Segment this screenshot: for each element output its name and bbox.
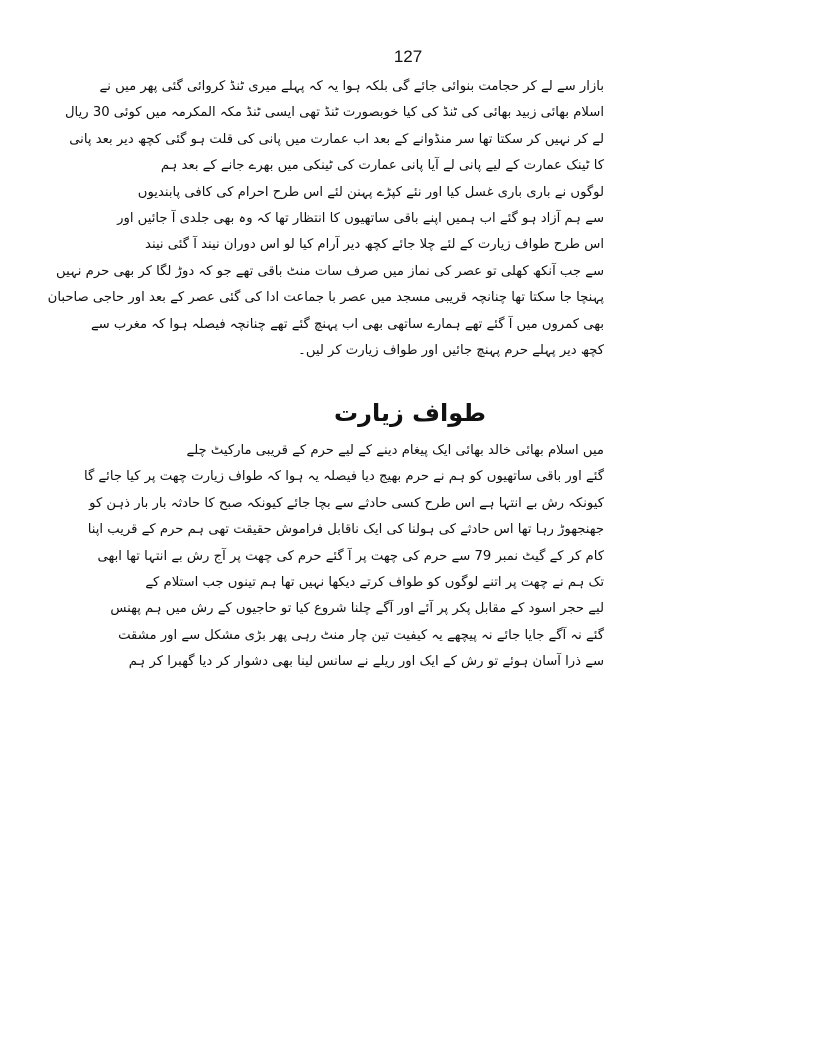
text-line: جھنجھوڑ رہا تھا اس حادثے کی ہولنا کی ایک ناقابل فراموش حقیقت تھی ہم حرم کے قریب اپنا: [87, 522, 604, 538]
text-line: بھی کمروں میں آ گئے تھے ہمارے ساتھی بھی اب پہنچ گئے تھے چنانچہ فیصلہ ہوا کہ مغرب سے: [90, 316, 604, 332]
text-line: سے ہم آزاد ہو گئے اب ہمیں اپنے باقی ساتھیوں کا انتظار تھا کہ وہ بھی جلدی آ جائیں اور: [117, 210, 604, 226]
paragraph-2: [83, 438, 604, 676]
text-line: گئے اور باقی ساتھیوں کو ہم نے حرم بھیج دیا فیصلہ یہ ہوا کہ طواف زیارت چھت پر کیا جائے گا: [83, 469, 604, 485]
paragraph-1: [47, 74, 604, 364]
text-line: تک ہم نے چھت پر اتنے لوگوں کو طواف کرتے دیکھا نہیں تھا ہم تینوں جب استلام کے: [145, 574, 604, 590]
text-line: سے جب آنکھ کھلی تو عصر کی نماز میں صرف سات منٹ باقی تھے جو کہ دوڑ لگا کر بھی حرم نہیں: [56, 263, 604, 279]
text-line: کچھ دیر پہلے حرم پہنچ جائیں اور طواف زیارت کر لیں۔: [298, 342, 604, 358]
text-line: بازار سے لے کر حجامت بنوائی جائے گی بلکہ ہوا یہ کہ پہلے میری ٹنڈ کروائی گئی پھر میں نے: [99, 79, 604, 94]
text-line: میں اسلام بھائی خالد بھائی ایک پیغام دینے کے لیے حرم کے قریبی مارکیٹ چلے: [186, 443, 604, 458]
text-line: پہنچا جا سکتا تھا چنانچہ قریبی مسجد میں عصر با جماعت ادا کی گئی عصر کے بعد اور حاجی صاحبان: [47, 290, 604, 306]
text-line: کا ٹینک عمارت کے لیے پانی لے آیا پانی عمارت کی ٹینکی میں بھرے جانے کے بعد ہم: [160, 158, 604, 174]
text-line: گئے نہ آگے جایا جائے نہ پیچھے یہ کیفیت تین چار منٹ رہی پھر بڑی مشکل سے اور مشقت: [118, 627, 604, 643]
text-line: کیونکہ رش بے انتہا ہے اس طرح کسی حادثے سے بچا جائے کیونکہ صبح کا حادثہ بار بار ذہن کو: [89, 495, 604, 511]
text-line: لیے حجر اسود کے مقابل پکر پر آئے اور آگے چلنا شروع کیا تو حاجیوں کے رش میں ہم پھنس: [110, 601, 604, 617]
text-line: اس طرح طواف زیارت کے لئے چلا جائے کچھ دیر آرام کیا لو اس دوران نیند آ گئی نیند: [145, 237, 604, 253]
page-number: 127: [393, 47, 423, 66]
text-line: کام کر کے گیٹ نمبر 79 سے حرم کی چھت پر آ گئے حرم کی چھت پر آج رش بے انتہا تھا ابھی: [97, 548, 604, 564]
text-line: لے کر نہیں کر سکتا تھا سر منڈوانے کے بعد اب عمارت میں پانی کی قلت ہو گئی کچھ دیر بعد پانی: [69, 131, 604, 147]
text-line: سے ذرا آسان ہوئے تو رش کے ایک اور ریلے نے سانس لینا بھی دشوار کر دیا گھبرا کر ہم: [128, 654, 604, 670]
text-line: اسلام بھائی زبید بھائی کی ٹنڈ کی کیا خوبصورت ٹنڈ تھی ایسی ٹنڈ مکہ المکرمہ میں کوئی 30 ریال: [64, 105, 604, 121]
text-line: لوگوں نے باری باری غسل کیا اور نئے کپڑے پہنن لئے اس طرح احرام کی کافی پابندیوں: [137, 184, 604, 200]
section-heading: طواف زیارت: [334, 399, 486, 427]
